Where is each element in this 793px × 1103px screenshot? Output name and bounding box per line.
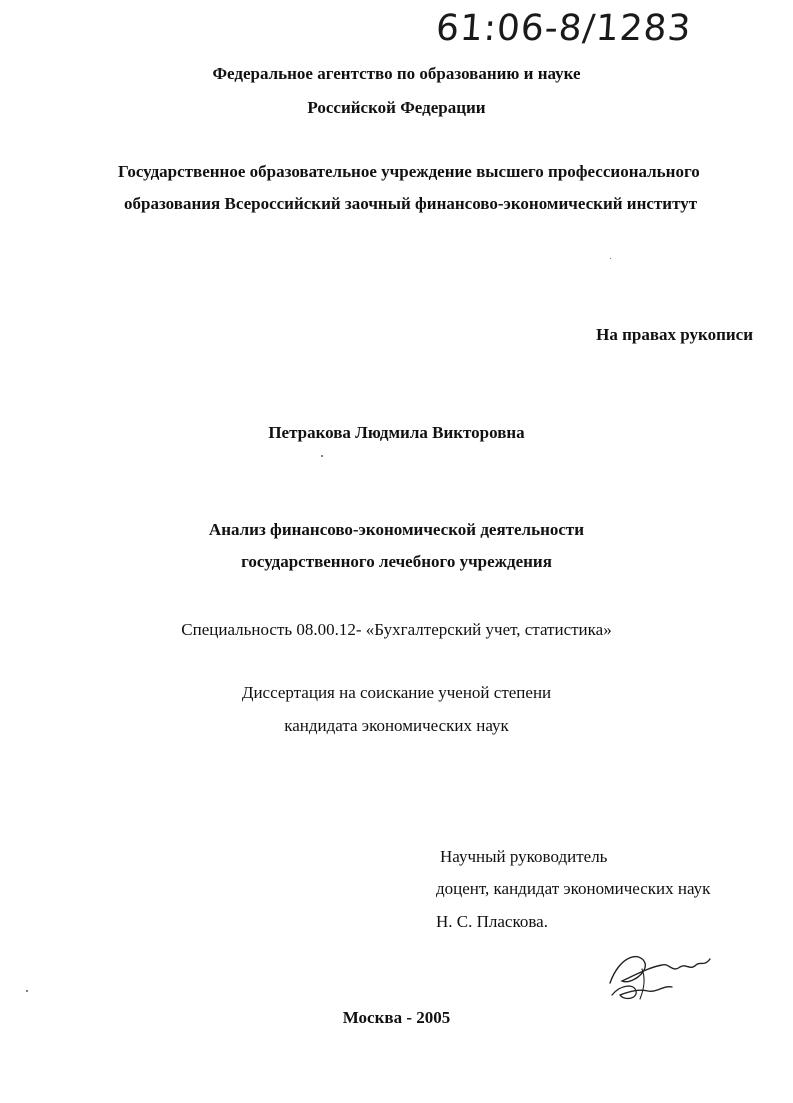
- dissertation-title-line-1: Анализ финансово-экономической деятельности: [208, 520, 585, 539]
- scan-speck: [610, 258, 611, 259]
- agency-line-1: Федеральное агентство по образованию и науке: [212, 64, 581, 83]
- supervisor-position: доцент, кандидат экономических наук: [436, 879, 711, 898]
- supervisor-name: Н. С. Пласкова.: [436, 912, 548, 931]
- scan-speck: [26, 990, 28, 992]
- degree-line-2: кандидата экономических наук: [284, 716, 509, 735]
- author-name: Петракова Людмила Викторовна: [268, 423, 525, 442]
- scan-speck: [321, 455, 323, 457]
- archive-number-handwritten: 61:06-8/1283: [434, 8, 693, 49]
- supervisor-label: Научный руководитель: [440, 847, 608, 866]
- agency-line-2: Российской Федерации: [307, 98, 486, 117]
- manuscript-note: На правах рукописи: [596, 325, 753, 344]
- dissertation-title-line-2: государственного лечебного учреждения: [241, 552, 552, 571]
- degree-line-1: Диссертация на соискание ученой степени: [241, 683, 552, 702]
- city-year: Москва - 2005: [342, 1008, 451, 1027]
- specialty: Специальность 08.00.12- «Бухгалтерский учет, статистика»: [181, 620, 612, 639]
- institution-line-2: образования Всероссийский заочный финансово-экономический институт: [124, 194, 698, 213]
- handwritten-signature: [600, 945, 715, 1005]
- institution-line-1: Государственное образовательное учреждение высшего профессионального: [118, 162, 700, 181]
